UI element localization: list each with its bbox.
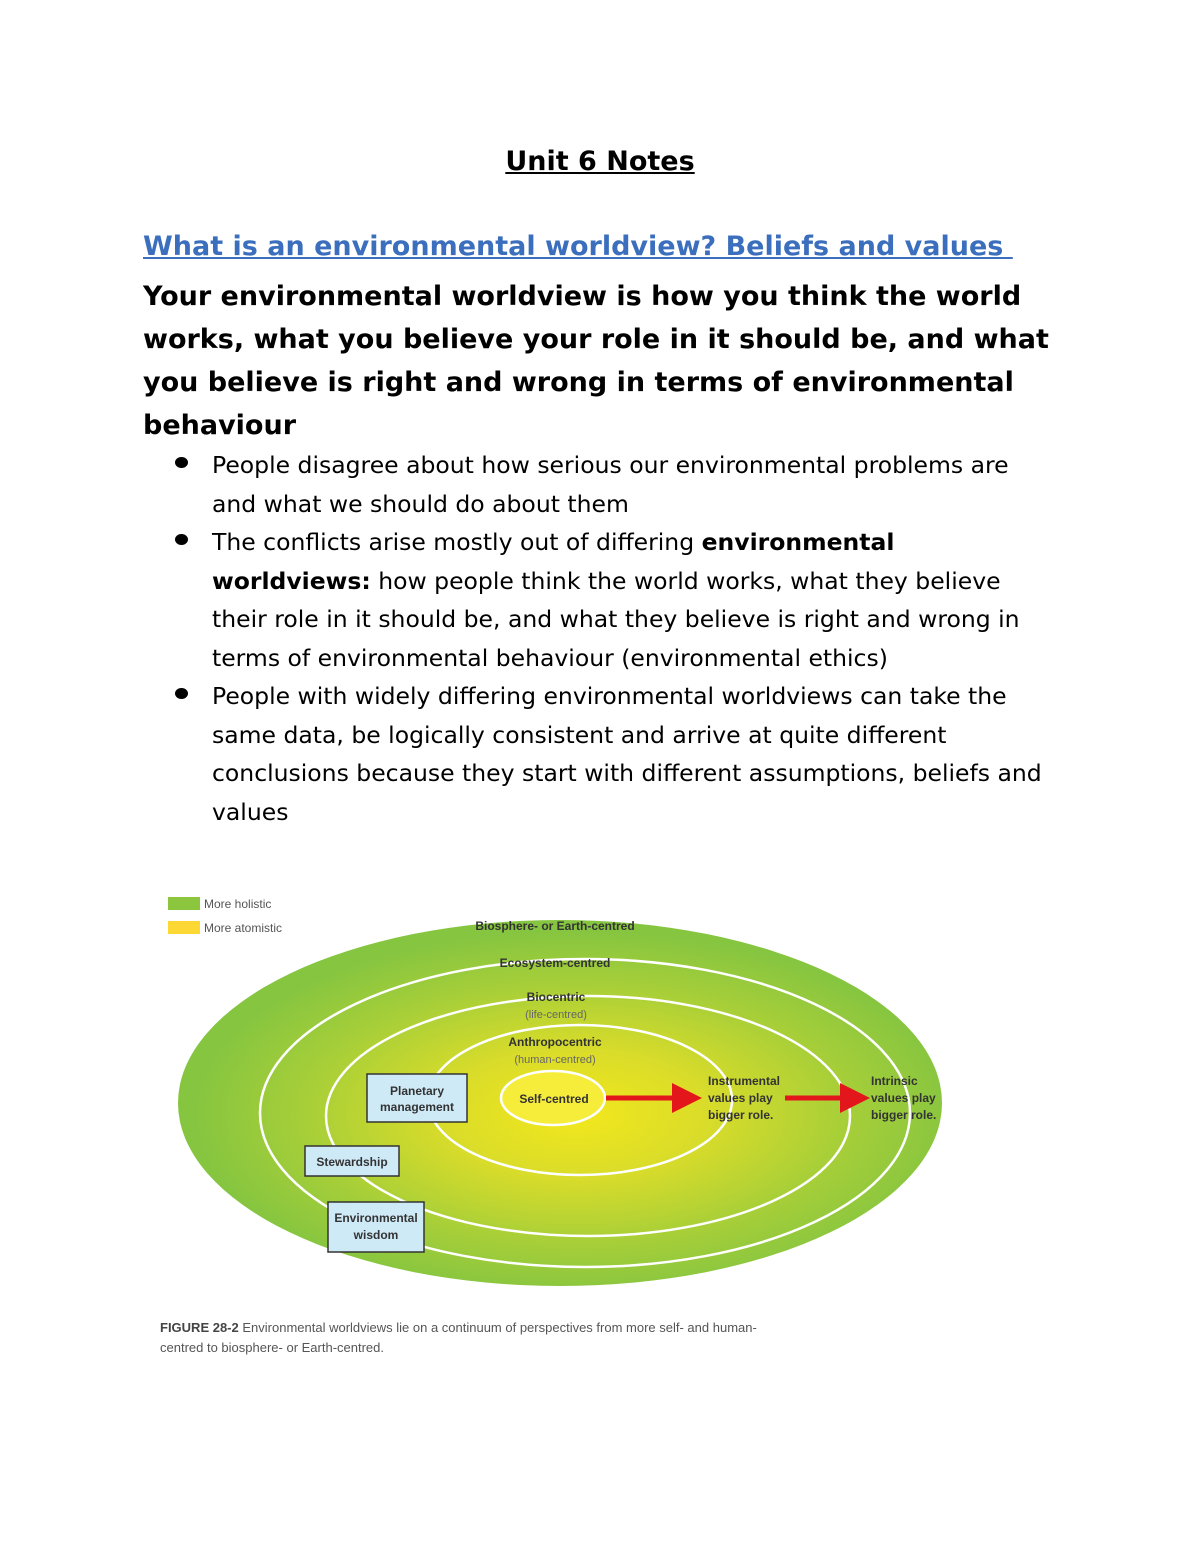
section-heading: What is an environmental worldview? Beliefs and values	[143, 231, 1013, 262]
page-title: Unit 6 Notes	[505, 146, 695, 177]
intro-paragraph: Your environmental worldview is how you think the world works, what you believe your role in it should be, and what you believe is right and wrong in terms of environmental behaviour	[143, 281, 1049, 441]
stewardship-label: Stewardship	[316, 1155, 388, 1169]
legend-swatch-atomistic	[168, 921, 200, 934]
intrinsic-line1: Intrinsic	[871, 1074, 918, 1088]
planetary-management-box	[367, 1074, 467, 1122]
bullet-item	[175, 523, 1055, 677]
ring-sublabel-biocentric: (life-centred)	[525, 1009, 587, 1021]
legend-label-atomistic: More atomistic	[204, 921, 283, 935]
environmental-wisdom-box	[328, 1202, 424, 1252]
bullet-term: environmental worldviews:	[212, 528, 895, 595]
ring-sublabel-anthropocentric: (human-centred)	[514, 1054, 596, 1066]
bullet-dot	[175, 534, 188, 545]
bullet-text-post: how people think the world works, what they believe their role in it should be, and what they believe is right and wrong in terms of environmental behaviour (environmental ethics)	[212, 566, 1020, 672]
bullet-dot	[175, 688, 188, 699]
intrinsic-line2: values play	[871, 1091, 936, 1105]
instrumental-line3: bigger role.	[708, 1108, 774, 1122]
ring-label-self: Self-centred	[519, 1092, 589, 1106]
legend-swatch-holistic	[168, 897, 200, 910]
bullet-item	[175, 446, 1055, 523]
bullet-text: People disagree about how serious our environmental problems are and what we should do about them	[212, 451, 1009, 518]
worldview-diagram	[160, 888, 960, 1288]
bullet-list	[175, 446, 1055, 831]
figure-caption	[160, 1318, 780, 1358]
ring-label-ecosystem: Ecosystem-centred	[499, 956, 611, 970]
bullet-text-pre: The conflicts arise mostly out of differing	[212, 528, 702, 556]
ring-label-biocentric: Biocentric	[526, 990, 586, 1004]
bullet-text: People with widely differing environmental worldviews can take the same data, be logically consistent and arrive at quite different conclusions because they start with different assumptions, beliefs and values	[212, 682, 1042, 826]
planetary-line2: management	[379, 1100, 455, 1114]
intrinsic-line3: bigger role.	[871, 1108, 937, 1122]
caption-text: Environmental worldviews lie on a continuum of perspectives from more self- and human-centred to biosphere- or Earth-centred.	[160, 1320, 757, 1355]
figure-number: FIGURE 28-2	[160, 1320, 239, 1335]
instrumental-line2: values play	[708, 1091, 773, 1105]
instrumental-line1: Instrumental	[708, 1074, 781, 1088]
bullet-item	[175, 677, 1055, 831]
ring-label-biosphere: Biosphere- or Earth-centred	[475, 919, 635, 933]
ring-label-anthropocentric: Anthropocentric	[508, 1035, 602, 1049]
bullet-dot	[175, 457, 188, 468]
planetary-line1: Planetary	[389, 1084, 445, 1098]
legend-label-holistic: More holistic	[204, 897, 272, 911]
wisdom-line1: Environmental	[334, 1211, 418, 1225]
wisdom-line2: wisdom	[353, 1228, 399, 1242]
